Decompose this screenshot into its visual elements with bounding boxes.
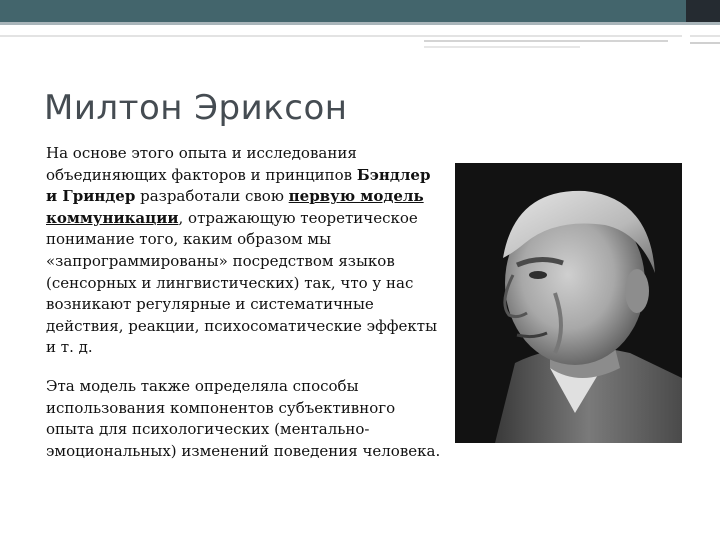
paragraph-1-text-b: разработали свою: [135, 187, 289, 206]
top-accent-line: [0, 22, 720, 25]
decorative-line: [0, 35, 682, 37]
author-names: Бэндлер и Гриндер: [46, 165, 431, 206]
paragraph-1: [46, 143, 441, 359]
decorative-line: [424, 46, 580, 48]
model-name: первую модель коммуникации: [46, 187, 424, 227]
top-bar-dark-segment: [686, 0, 720, 22]
decorative-line: [690, 42, 720, 44]
top-bar: [0, 0, 720, 22]
portrait-photo: [455, 163, 682, 443]
slide-body: [46, 143, 441, 462]
decorative-line: [424, 40, 668, 42]
paragraph-1-text-a: На основе этого опыта и исследования объединяющих факторов и принципов: [46, 144, 357, 184]
paragraph-1-text-c: , отражающую теоретическое понимание того, каким образом мы «запрограммированы» посредством языков (сенсорных и лингвистических) так, что у нас возникают регулярные и систематичные действия, реакции, психосоматические эффекты и т. д.: [46, 208, 438, 357]
decorative-line: [690, 35, 720, 37]
paragraph-2: Эта модель также определяла способы использования компонентов субъективного опыта для психологических (ментально-эмоциональных) изменений поведения человека.: [46, 376, 441, 460]
slide-title: Милтон Эриксон: [44, 88, 348, 128]
